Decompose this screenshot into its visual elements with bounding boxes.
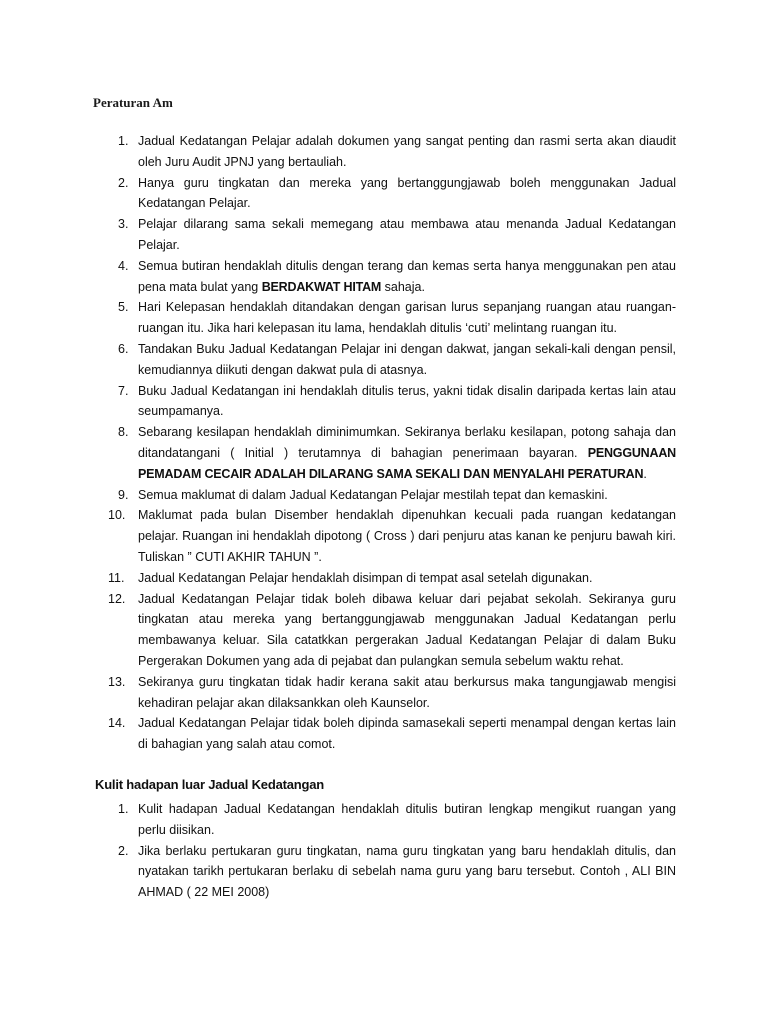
item-number: 14. (108, 716, 126, 731)
section-heading-kulit-hadapan: Kulit hadapan luar Jadual Kedatangan (95, 777, 325, 792)
item-number: 7. (118, 383, 129, 398)
section-heading-peraturan-am: Peraturan Am (93, 95, 173, 110)
item-text: Jadual Kedatangan Pelajar tidak boleh dibawa keluar dari pejabat sekolah. Sekiranya guru tingkatan atau mereka yang bertanggungjawab menggunakan Jadual Kedatangan perlu membawanya keluar. Sila catatkkan pergerakan Jadual Kedatangan Pelajar di dalam Buku Pergerakan Dokumen yang ada di pejabat dan pulangkan semula sebelum waktu rehat. (138, 591, 676, 668)
item-number: 1. (118, 134, 129, 148)
item-text: Kulit hadapan Jadual Kedatangan hendaklah ditulis butiran lengkap mengikut ruangan yang perlu diisikan. (138, 802, 676, 837)
item-text: Pelajar dilarang sama sekali memegang atau membawa atau menanda Jadual Kedatangan Pelajar. (138, 217, 676, 252)
item-number: 12. (108, 591, 126, 606)
item-text-before: Semua butiran hendaklah ditulis dengan terang dan kemas serta hanya menggunakan pen atau pena mata bulat yang (138, 258, 676, 294)
list-item (108, 131, 676, 173)
list-item (108, 297, 676, 339)
list-item (108, 422, 676, 484)
list-item (108, 713, 676, 755)
item-number: 4. (118, 258, 129, 273)
list-item (108, 841, 676, 903)
list-item (108, 672, 676, 714)
item-number: 8. (118, 425, 129, 440)
list-item (108, 381, 676, 423)
item-number: 6. (118, 341, 129, 356)
list-item (108, 485, 676, 506)
list-item (108, 256, 676, 298)
rules-list (108, 131, 676, 755)
item-emphasis: BERDAKWAT HITAM (261, 279, 382, 294)
item-text-before: Sebarang kesilapan hendaklah diminimumkan. Sekiranya berlaku kesilapan, potong sahaja dan ditandatangani ( Initial ) terutamnya di bahagian penerimaan bayaran. (138, 425, 676, 460)
list-item (108, 505, 676, 567)
item-text: Jadual Kedatangan Pelajar tidak boleh dipinda samasekali seperti menampal dengan kertas lain di bahagian yang salah atau comot. (138, 716, 676, 752)
item-number: 10. (108, 508, 126, 523)
list-item (108, 173, 676, 215)
list-item (108, 339, 676, 381)
list-item (108, 589, 676, 672)
list-item (108, 799, 676, 841)
list-item (108, 568, 676, 589)
item-number: 2. (118, 843, 129, 858)
item-text-after: sahaja. (381, 279, 425, 294)
item-text: Hanya guru tingkatan dan mereka yang bertanggungjawab boleh menggunakan Jadual Kedatangan Pelajar. (138, 175, 676, 211)
cover-rules-list (108, 799, 676, 903)
item-number: 9. (118, 487, 129, 502)
list-item (108, 214, 676, 256)
item-number: 3. (118, 217, 129, 232)
item-text: Semua maklumat di dalam Jadual Kedatangan Pelajar mestilah tepat dan kemaskini. (138, 487, 608, 502)
item-number: 1. (118, 802, 129, 816)
item-number: 11. (108, 570, 125, 585)
item-text: Jadual Kedatangan Pelajar hendaklah disimpan di tempat asal setelah digunakan. (138, 570, 593, 585)
item-text: Sekiranya guru tingkatan tidak hadir kerana sakit atau berkursus maka tangungjawab mengisi kehadiran pelajar akan dilaksankkan oleh Kaunselor. (138, 674, 676, 710)
item-number: 5. (118, 300, 129, 315)
item-text: Maklumat pada bulan Disember hendaklah dipenuhkan kecuali pada ruangan kedatangan pelajar. Ruangan ini hendaklah dipotong ( Cross ) dari penjuru atas kanan ke penjuru bawah kiri. Tuliskan ” CUTI AKHIR TAHUN ”. (138, 508, 676, 564)
item-text: Jadual Kedatangan Pelajar adalah dokumen yang sangat penting dan rasmi serta akan diaudit oleh Juru Audit JPNJ yang bertauliah. (138, 134, 676, 169)
item-text: Buku Jadual Kedatangan ini hendaklah ditulis terus, yakni tidak disalin daripada kertas lain atau seumpamanya. (138, 383, 676, 419)
item-emphasis: PENGGUNAAN PEMADAM CECAIR ADALAH DILARANG SAMA SEKALI DAN MENYALAHI PERATURAN (138, 445, 676, 481)
item-text: Jika berlaku pertukaran guru tingkatan, nama guru tingkatan yang baru hendaklah ditulis, dan nyatakan tarikh pertukaran berlaku di sebelah nama guru yang baru tersebut. Contoh , ALI BIN AHMAD ( 22 MEI 2008) (138, 843, 676, 900)
item-text-after: . (643, 466, 647, 481)
item-text: Tandakan Buku Jadual Kedatangan Pelajar ini dengan dakwat, jangan sekali-kali dengan pensil, kemudiannya diikuti dengan dakwat pula di atasnya. (138, 341, 676, 377)
item-number: 13. (108, 674, 126, 689)
item-number: 2. (118, 175, 129, 190)
item-text: Hari Kelepasan hendaklah ditandakan dengan garisan lurus sepanjang ruangan atau ruangan-ruangan itu. Jika hari kelepasan itu lama, hendaklah ditulis ‘cuti’ melintang ruangan itu. (138, 300, 676, 336)
